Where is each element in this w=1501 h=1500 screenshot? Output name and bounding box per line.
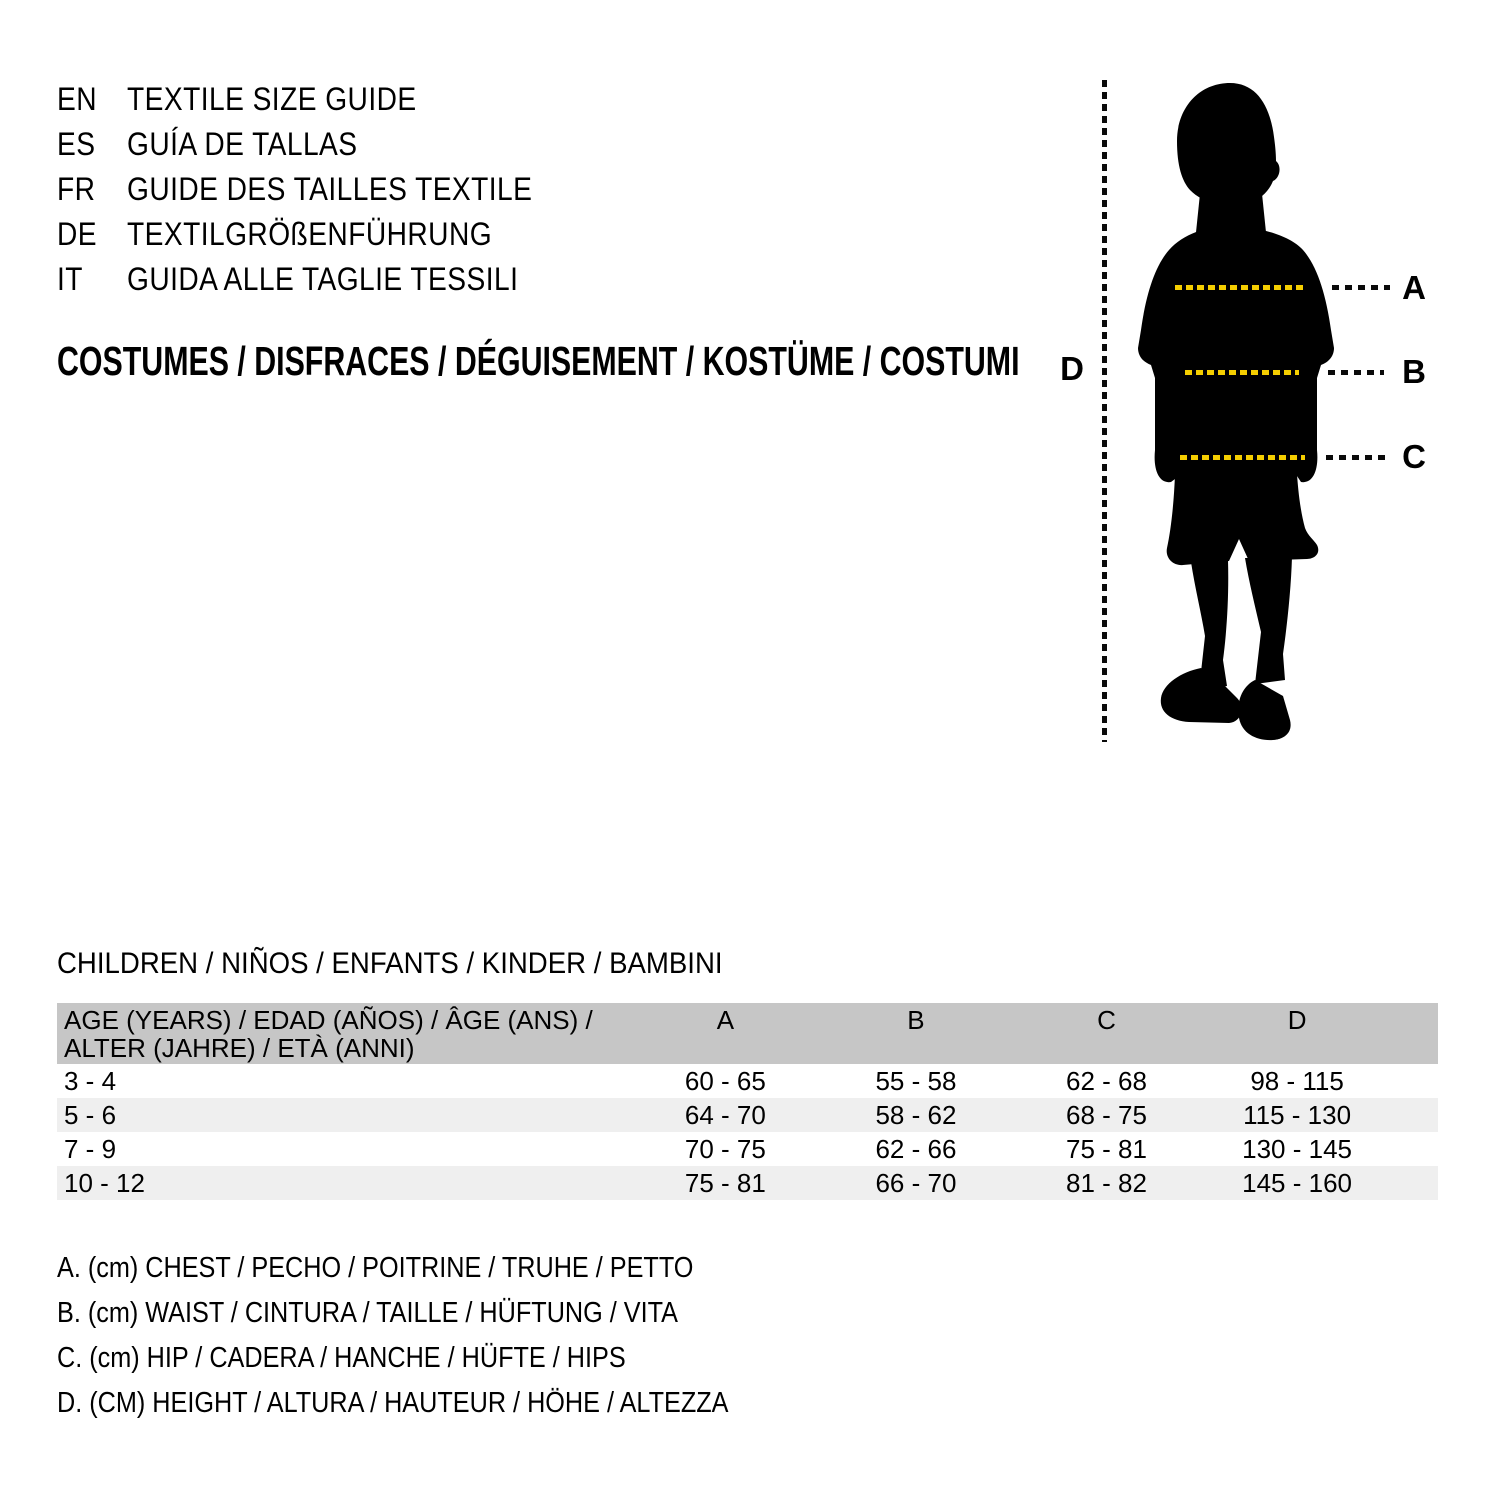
table-header-row — [57, 1003, 1438, 1064]
hip-leader-line — [1326, 455, 1386, 460]
legend-chest: A. (cm) CHEST / PECHO / POITRINE / TRUHE / PETTO — [57, 1252, 694, 1284]
marker-label-c: C — [1402, 438, 1426, 475]
hip-range: 81 - 82 — [1066, 1168, 1147, 1198]
hip-range: 68 - 75 — [1066, 1100, 1147, 1130]
table-row — [57, 1132, 1438, 1166]
age-cell: 3 - 4 — [64, 1066, 117, 1096]
table-row — [57, 1064, 1438, 1098]
child-silhouette-image — [1115, 78, 1375, 758]
col-header-a: A — [716, 1005, 735, 1035]
hip-measure-dash — [1180, 455, 1305, 460]
hip-range: 75 - 81 — [1066, 1134, 1147, 1164]
height-range: 130 - 145 — [1242, 1134, 1353, 1164]
legend-hip: C. (cm) HIP / CADERA / HANCHE / HÜFTE / HIPS — [57, 1342, 626, 1374]
col-header-b: B — [907, 1005, 925, 1035]
waist-range: 66 - 70 — [875, 1168, 957, 1198]
height-range: 145 - 160 — [1242, 1168, 1353, 1198]
age-cell: 5 - 6 — [64, 1100, 117, 1130]
table-row — [57, 1098, 1438, 1132]
marker-label-a: A — [1402, 269, 1426, 306]
chest-range: 60 - 65 — [684, 1066, 766, 1096]
hip-range: 62 - 68 — [1066, 1066, 1147, 1096]
table-row — [57, 1166, 1438, 1200]
marker-label-b: B — [1402, 353, 1426, 390]
age-cell: 7 - 9 — [64, 1134, 117, 1164]
size-table — [57, 1003, 1438, 1200]
height-measure-line — [1102, 80, 1107, 742]
chest-measure-dash — [1175, 285, 1307, 290]
lang-code: EN — [57, 81, 97, 117]
chest-range: 64 - 70 — [684, 1100, 766, 1130]
legend-waist: B. (cm) WAIST / CINTURA / TAILLE / HÜFTUNG / VITA — [57, 1297, 679, 1329]
lang-code: FR — [57, 171, 96, 207]
category-title: COSTUMES / DISFRACES / DÉGUISEMENT / KOSTÜME / COSTUMI — [57, 338, 1020, 384]
waist-range: 55 - 58 — [875, 1066, 957, 1096]
height-range: 115 - 130 — [1243, 1100, 1352, 1130]
age-header-cell: AGE (YEARS) / EDAD (AÑOS) / ÂGE (ANS) / ALTER (JAHRE) / ETÀ (ANNI) — [64, 1005, 593, 1063]
lang-title: GUIDE DES TAILLES TEXTILE — [127, 171, 533, 207]
lang-title: TEXTILGRÖßENFÜHRUNG — [127, 216, 493, 252]
col-header-d: D — [1287, 1005, 1307, 1035]
height-range: 98 - 115 — [1250, 1066, 1344, 1096]
table-title: CHILDREN / NIÑOS / ENFANTS / KINDER / BAMBINI — [57, 947, 723, 980]
waist-range: 58 - 62 — [875, 1100, 957, 1130]
chest-range: 75 - 81 — [684, 1168, 766, 1198]
chest-leader-line — [1332, 285, 1390, 290]
waist-range: 62 - 66 — [875, 1134, 957, 1164]
lang-title: GUÍA DE TALLAS — [127, 126, 358, 162]
age-cell: 10 - 12 — [64, 1168, 145, 1198]
lang-code: IT — [57, 261, 83, 297]
marker-label-d: D — [1060, 350, 1084, 387]
chest-range: 70 - 75 — [684, 1134, 766, 1164]
lang-code: DE — [57, 216, 97, 252]
lang-code: ES — [57, 126, 96, 162]
legend-height: D. (CM) HEIGHT / ALTURA / HAUTEUR / HÖHE / ALTEZZA — [57, 1387, 729, 1419]
waist-measure-dash — [1185, 370, 1299, 375]
lang-title: GUIDA ALLE TAGLIE TESSILI — [127, 261, 519, 297]
col-header-c: C — [1097, 1005, 1116, 1035]
measurement-legend — [57, 1246, 829, 1426]
lang-title: TEXTILE SIZE GUIDE — [127, 81, 417, 117]
waist-leader-line — [1328, 370, 1384, 375]
